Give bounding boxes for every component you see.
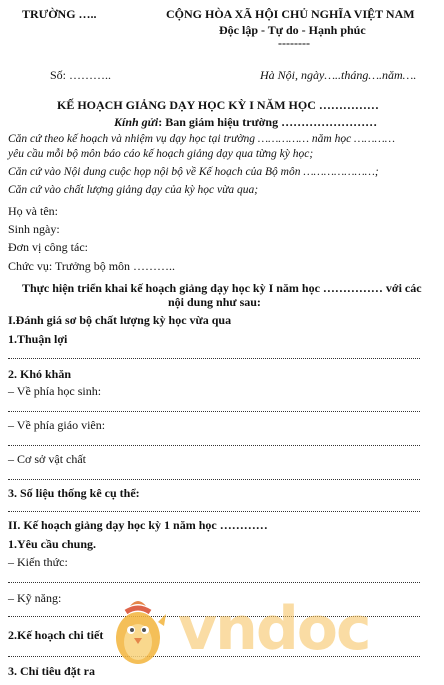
watermark-brand: vndoc bbox=[178, 594, 370, 664]
basis-line-1: Căn cứ theo kế hoạch và nhiệm vụ dạy học tại trường …………… năm học ………… bbox=[8, 133, 395, 145]
basis-line-3: Căn cứ vào Nội dung cuộc họp nội bộ về Kế hoạch của Bộ môn …………………; bbox=[8, 166, 379, 178]
skills-label: – Kỹ năng: bbox=[8, 591, 62, 605]
knowledge-label: – Kiến thức: bbox=[8, 555, 68, 569]
section-2-2-heading: 2.Kế hoạch chi tiết bbox=[8, 628, 104, 642]
republic-title: CỘNG HÒA XÃ HỘI CHỦ NGHĨA VIỆT NAM bbox=[166, 7, 415, 21]
basis-line-2: yêu cầu mỗi bộ môn báo cáo kế hoạch giảng dạy qua từng kỳ học; bbox=[8, 148, 314, 160]
section-2-heading: II. Kế hoạch giảng dạy học kỳ 1 năm học ………… bbox=[8, 518, 268, 532]
teachers-label: – Về phía giáo viên: bbox=[8, 418, 106, 432]
dotted-line bbox=[8, 478, 420, 480]
field-unit: Đơn vị công tác: bbox=[8, 240, 88, 254]
section-1-3-heading: 3. Số liệu thống kê cụ thể: bbox=[8, 486, 140, 500]
basis-line-4: Căn cứ vào chất lượng giảng dạy của kỳ học vừa qua; bbox=[8, 184, 259, 196]
field-position: Chức vụ: Trưởng bộ môn ……….. bbox=[8, 259, 176, 273]
mascot-chick-icon bbox=[108, 592, 170, 670]
school-name: TRƯỜNG ….. bbox=[22, 7, 97, 21]
intro-line-1: Thực hiện triển khai kế hoạch giảng dạy học kỳ I năm học …………… với các bbox=[22, 281, 422, 295]
national-motto: Độc lập - Tự do - Hạnh phúc bbox=[219, 23, 366, 37]
section-1-heading: I.Đánh giá sơ bộ chất lượng kỳ học vừa qua bbox=[8, 313, 232, 327]
recipient-label: Kính gửi bbox=[114, 115, 159, 129]
document-title: KẾ HOẠCH GIẢNG DẠY HỌC KỲ I NĂM HỌC …………… bbox=[57, 98, 379, 112]
place-date: Hà Nội, ngày…..tháng….năm…. bbox=[260, 68, 417, 82]
dotted-line bbox=[8, 510, 420, 512]
field-name: Họ và tên: bbox=[8, 204, 58, 218]
dotted-line bbox=[8, 410, 420, 412]
section-2-1-heading: 1.Yêu cầu chung. bbox=[8, 537, 97, 551]
dotted-line bbox=[8, 581, 420, 583]
recipient-line bbox=[114, 115, 377, 130]
facilities-label: – Cơ sở vật chất bbox=[8, 452, 87, 466]
students-label: – Về phía học sinh: bbox=[8, 384, 102, 398]
section-1-1-heading: 1.Thuận lợi bbox=[8, 332, 68, 346]
dotted-line bbox=[8, 444, 420, 446]
dotted-line bbox=[8, 357, 420, 359]
document-number: Số: ……….. bbox=[50, 68, 112, 82]
section-2-3-heading: 3. Chỉ tiêu đặt ra bbox=[8, 664, 95, 678]
intro-line-2: nội dung như sau: bbox=[168, 295, 261, 309]
header-rule: -------- bbox=[278, 36, 310, 50]
field-dob: Sinh ngày: bbox=[8, 222, 60, 236]
recipient-value: : Ban giám hiệu trường …………………… bbox=[158, 115, 378, 129]
vndoc-watermark bbox=[108, 592, 428, 672]
section-1-2-heading: 2. Khó khăn bbox=[8, 367, 72, 381]
